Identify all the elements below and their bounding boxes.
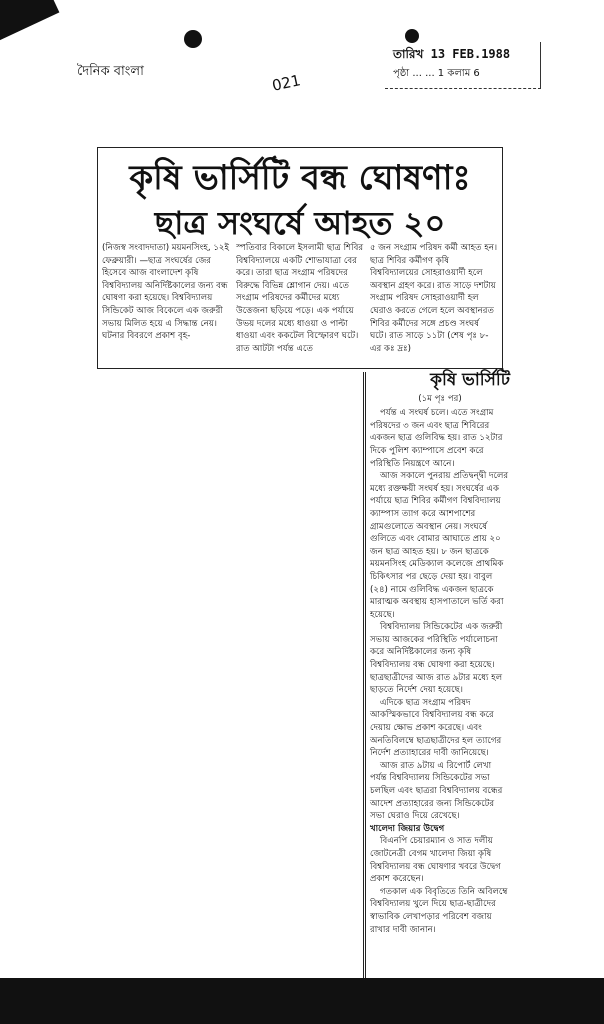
- paragraph: পর্যন্ত এ সংঘর্ষ চলে। এতে সংগ্রাম পরিষদের ৩ জন এবং ছাত্র শিবিরের একজন ছাত্র গুলিবিদ্ধ হয়। রাত ১২টার দিকে পুলিশ ক্যাম্পাসে প্রবেশ করে পরিস্থিতি নিয়ন্ত্রণে আনে।: [370, 408, 503, 469]
- continuation-source: (১ম পৃঃ পর): [418, 393, 462, 404]
- article-column: (নিজস্ব সংবাদদাতা) ময়মনসিংহ, ১২ই ফেব্রুয়ারী। —ছাত্র সংঘর্ষের জের হিসেবে আজ বাংলাদেশ কৃষি বিশ্ববিদ্যালয় অনির্দিষ্টকালের জন্য বন্ধ ঘোষণা করা হয়েছে। বিশ্ববিদ্যালয় সিন্ডিকেট আজ বিকেলে এক জরুরী সভায় মিলিত হয়ে এ সিদ্ধান্ত নেয়। ঘটনার বিবরণে প্রকাশ বৃহ-: [102, 243, 229, 342]
- paragraph: বিশ্ববিদ্যালয় সিন্ডিকেটের এক জরুরী সভায় আজকের পরিস্থিতি পর্যালোচনা করে অনির্দিষ্টকালের জন্য কৃষি বিশ্ববিদ্যালয় বন্ধ ঘোষণা করা হয়েছে। ছাত্রছাত্রীদের আজ রাত ৯টার মধ্যে হল ছাড়তে নির্দেশ দেয়া হয়েছে।: [370, 622, 503, 696]
- paragraph: গতকাল এক বিবৃতিতে তিনি অবিলম্বে বিশ্ববিদ্যালয় খুলে দিয়ে ছাত্র-ছাত্রীদের স্বাভাবিক লেখাপড়ার পরিবেশ বজায় রাখার দাবী জানান।: [370, 886, 508, 935]
- stamp-page: পৃষ্ঠা ... ... 1 কলাম 6: [393, 68, 480, 79]
- paragraph: বিএনপি চেয়ারম্যান ও সাত দলীয় জোটনেত্রী বেগম খালেদা জিয়া কৃষি বিশ্ববিদ্যালয় বন্ধ ঘোষণার খবরে উদ্বেগ প্রকাশ করেছেন।: [370, 836, 501, 885]
- article-column: স্পতিবার বিকালে ইসলামী ছাত্র শিবির বিশ্ববিদ্যালয়ে একটি শোভাযাত্রা বের করে। তারা ছাত্র সংগ্রাম পরিষদের বিরুদ্ধে বিভিন্ন শ্লোগান দেয়। এতে সংগ্রাম পরিষদের কর্মীদের মধ্যে উত্তেজনা ছড়িয়ে পড়ে। এক পর্যায়ে উভয় দলের মধ্যে ধাওয়া ও পাল্টা ধাওয়া এবং ককটেল বিস্ফোরণ ঘটে। রাত আটটা পর্যন্ত এতে: [236, 243, 364, 354]
- headline-line-2: ছাত্র সংঘর্ষে আহত ২০: [154, 204, 446, 242]
- scan-bottom-border: [0, 978, 604, 1024]
- headline-line-1: কৃষি ভার্সিটি বন্ধ ঘোষণাঃ: [129, 158, 471, 198]
- article-column: ৫ জন সংগ্রাম পরিষদ কর্মী আহত হন। ছাত্র শিবির কর্মীগণ কৃষি বিশ্ববিদ্যালয়ের সোহরাওয়ার্দী হলে অবস্থান গ্রহণ করে। রাত সাড়ে দশটায় সংগ্রাম পরিষদ সোহরাওয়ার্দী হল ঘেরাও করতে গেলে হলে অবস্থানরত শিবির কর্মীদের সঙ্গে প্রচণ্ড সংঘর্ষ ঘটে। রাত সাড়ে ১১টা (শেষ পৃঃ ৮-এর কঃ দ্রঃ): [370, 243, 498, 354]
- scan-corner-mark: [0, 0, 59, 42]
- stamp-date: তারিখ 13 FEB.1988: [393, 47, 511, 61]
- paragraph: আজ রাত ৯টায় এ রিপোর্ট লেখা পর্যন্ত বিশ্ববিদ্যালয় সিন্ডিকেটের সভা চলছিল এবং ছাত্ররা বিশ্ববিদ্যালয় বন্ধের আদেশ প্রত্যাহারের জন্য সিন্ডিকেটের সভা ঘেরাও দিয়ে রেখেছে।: [370, 760, 503, 822]
- subheading: খালেদা জিয়ার উদ্বেগ: [370, 823, 445, 834]
- date-stamp: [385, 42, 541, 89]
- document-number: 021: [270, 71, 303, 95]
- continuation-headline: কৃষি ভার্সিটি: [430, 370, 510, 390]
- paragraph: এদিকে ছাত্র সংগ্রাম পরিষদ আকস্মিকভাবে বিশ্ববিদ্যালয় বন্ধ করে দেয়ায় ক্ষোভ প্রকাশ করেছে। এবং অনতিবিলম্বে ছাত্রছাত্রীদের হল ত্যাগের নির্দেশ প্রত্যাহারের দাবী জানিয়েছে।: [370, 697, 502, 759]
- article-front: [97, 147, 503, 369]
- newspaper-masthead: দৈনিক বাংলা: [77, 64, 144, 79]
- ink-blot: [405, 29, 419, 43]
- article-continuation: [363, 372, 510, 978]
- article-columns: [102, 242, 498, 366]
- ink-blot: [184, 30, 202, 48]
- paragraph: আজ সকালে পুনরায় প্রতিদ্বন্দ্বী দলের মধ্যে রক্তক্ষয়ী সংঘর্ষ হয়। সংঘর্ষের এক পর্যায়ে ছাত্র শিবির কর্মীগণ বিশ্ববিদ্যালয় ক্যাম্পাস ত্যাগ করে আশপাশের গ্রামগুলোতে অবস্থান নেয়। সংঘর্ষে গুলিতে এবং বোমার আঘাতে প্রায় ২০ জন ছাত্র আহত হয়। ৮ জন ছাত্রকে ময়মনসিংহ মেডিক্যাল কলেজে প্রাথমিক চিকিৎসার পর ছেড়ে দেয়া হয়। বাবুল (২৪) নামে গুলিবিদ্ধ একজন ছাত্রকে মারাত্মক অবস্থায় হাসপাতালে ভর্তি করা হয়েছে।: [370, 471, 509, 620]
